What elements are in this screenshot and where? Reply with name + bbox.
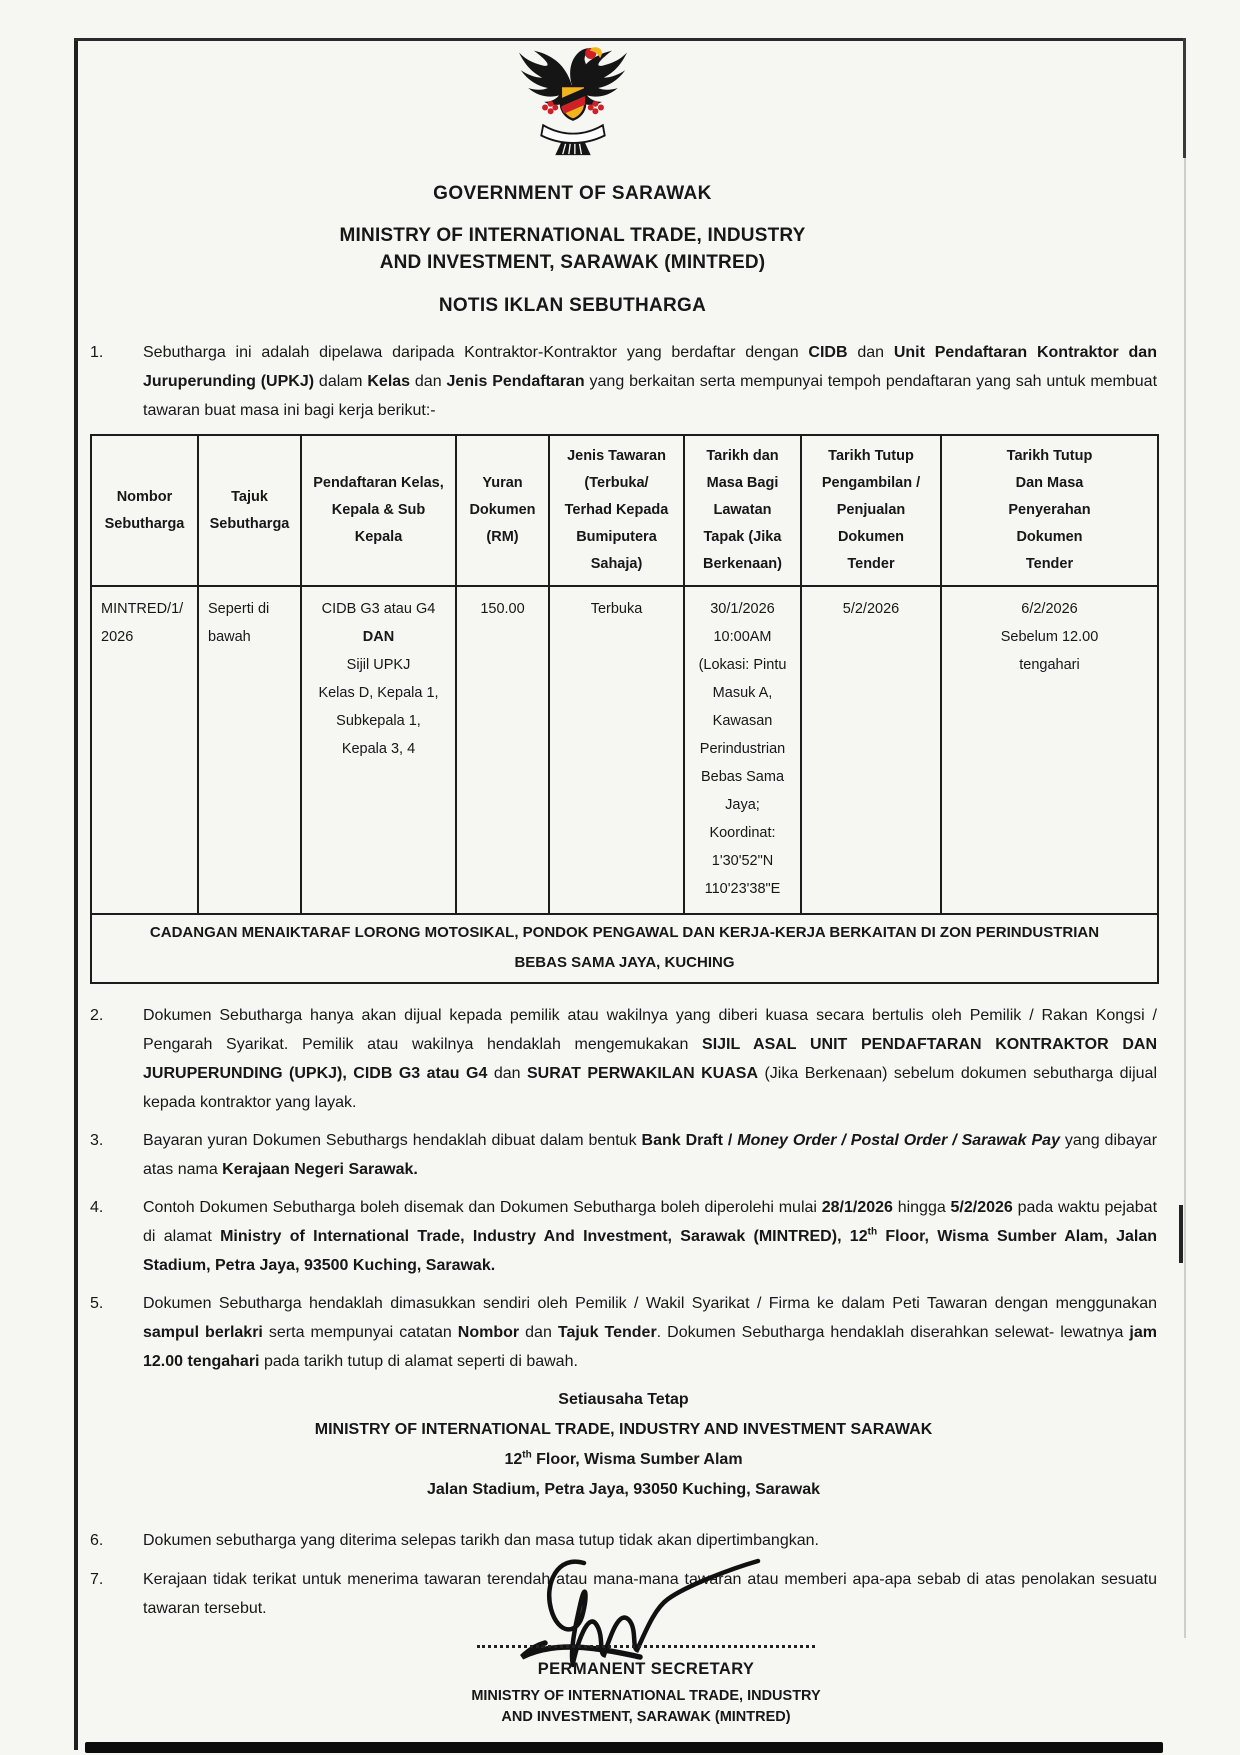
paragraph-2-text: Dokumen Sebutharga hanya akan dijual kepada pemilik atau wakilnya yang diberi kuasa secara bertulis oleh Pemilik / Rakan Kongsi / Pengarah Syarikat. Pemilik atau wakilnya hendaklah mengemukakan SIJIL ASAL UNIT PENDAFTARAN KONTRAKTOR DAN JURUPERUNDING (UPKJ), CIDB G3 atau G4 dan SURAT PERWAKILAN KUASA (Jika Berkenaan) sebelum dokumen sebutharga dijual kepada kontraktor yang layak. xyxy=(143,1007,1158,1111)
ministry-title xyxy=(90,222,1055,276)
paragraph-6 xyxy=(90,1526,1157,1555)
paragraph-5-text: Dokumen Sebutharga hendaklah dimasukkan sendiri oleh Pemilik / Wakil Syarikat / Firma ke dalam Peti Tawaran dengan menggunakan sampul berlakri serta mempunyai catatan Nombor dan Tajuk Tender. Dokumen Sebutharga hendaklah diserahkan selewat- lewatnya jam 12.00 tengahari pada tarikh tutup di alamat seperti di bawah. xyxy=(143,1295,1157,1370)
header-nombor-sebutharga: Nombor Sebutharga xyxy=(91,435,198,586)
paragraph-2 xyxy=(90,1001,1157,1117)
signatory-org-line1: MINISTRY OF INTERNATIONAL TRADE, INDUSTRY xyxy=(471,1688,821,1704)
closing-address: Setiausaha Tetap MINISTRY OF INTERNATIONAL TRADE, INDUSTRY AND INVESTMENT SARAWAK 12th Floor, Wisma Sumber Alam Jalan Stadium, Petra Jaya, 93050 Kuching, Sarawak xyxy=(314,1391,933,1498)
paragraph-5-number: 5. xyxy=(90,1295,104,1312)
tender-table xyxy=(90,434,1159,984)
government-title: GOVERNMENT OF SARAWAK xyxy=(433,183,712,204)
paragraph-7-number: 7. xyxy=(90,1571,104,1588)
cell-tajuk: Seperti di bawah xyxy=(198,586,301,914)
header-jenis-tawaran: Jenis Tawaran (Terbuka/ Terhad Kepada Bumiputera Sahaja) xyxy=(549,435,684,586)
scan-frame-left xyxy=(74,38,78,1750)
paragraph-3-number: 3. xyxy=(90,1132,104,1149)
cell-tutup-penyerahan: 6/2/2026 Sebelum 12.00 tengahari xyxy=(941,586,1158,914)
document-page xyxy=(90,40,1157,1623)
paragraph-7-text: Kerajaan tidak terikat untuk menerima tawaran terendah atau mana-mana tawaran atau memberi apa-apa sebab di atas penolakan sesuatu tawaran tersebut. xyxy=(143,1571,1157,1617)
signatory-title: PERMANENT SECRETARY xyxy=(537,1660,755,1678)
paragraph-1-number: 1. xyxy=(90,344,104,361)
signature-scribble xyxy=(488,1553,818,1673)
paragraph-4-text: Contoh Dokumen Sebutharga boleh disemak dan Dokumen Sebutharga boleh diperolehi mulai 28/1/2026 hingga 5/2/2026 pada waktu pejabat di alamat Ministry of International Trade, Industry And Investment, Sarawak (MINTRED), 12th Floor, Wisma Sumber Alam, Jalan Stadium, Petra Jaya, 93500 Kuching, Sarawak. xyxy=(143,1199,1158,1274)
scan-frame-right xyxy=(1183,38,1186,158)
header-tutup-pengambilan: Tarikh Tutup Pengambilan / Penjualan Dokumen Tender xyxy=(801,435,941,586)
paragraph-3-text: Bayaran yuran Dokumen Sebuthargs hendaklah dibuat dalam bentuk Bank Draft / Money Order / Postal Order / Sarawak Pay yang dibayar atas nama Kerajaan Negeri Sarawak. xyxy=(143,1132,1158,1178)
project-title: CADANGAN MENAIKTARAF LORONG MOTOSIKAL, PONDOK PENGAWAL DAN KERJA-KERJA BERKAITAN DI ZON PERINDUSTRIAN BEBAS SAMA JAYA, KUCHING xyxy=(91,914,1158,983)
paragraph-6-text: Dokumen sebutharga yang diterima selepas tarikh dan masa tutup tidak akan dipertimbangkan. xyxy=(143,1532,819,1549)
paragraph-6-number: 6. xyxy=(90,1532,104,1549)
paragraph-2-number: 2. xyxy=(90,1007,104,1024)
tender-row xyxy=(91,586,1158,914)
paragraph-1-text: Sebutharga ini adalah dipelawa daripada Kontraktor-Kontraktor yang berdaftar dengan CIDB dan Unit Pendaftaran Kontraktor dan Juruperunding (UPKJ) dalam Kelas dan Jenis Pendaftaran yang berkaitan serta mempunyai tempoh pendaftaran yang sah untuk membuat tawaran buat masa ini bagi kerja berikut:- xyxy=(143,344,1158,419)
ministry-title-line1: MINISTRY OF INTERNATIONAL TRADE, INDUSTRY xyxy=(339,225,806,246)
table-header-row xyxy=(91,435,1158,586)
sarawak-coat-of-arms-icon xyxy=(90,46,1055,161)
paragraph-4 xyxy=(90,1193,1157,1280)
ministry-title-line2: AND INVESTMENT, SARAWAK (MINTRED) xyxy=(379,252,766,273)
project-title-row xyxy=(91,914,1158,983)
cell-pendaftaran: CIDB G3 atau G4 DAN Sijil UPKJ Kelas D, Kepala 1, Subkepala 1, Kepala 3, 4 xyxy=(301,586,456,914)
cell-yuran: 150.00 xyxy=(456,586,549,914)
header-lawatan-tapak: Tarikh dan Masa Bagi Lawatan Tapak (Jika Berkenaan) xyxy=(684,435,801,586)
scan-bottom-bar xyxy=(85,1742,1163,1753)
header-tutup-penyerahan: Tarikh Tutup Dan Masa Penyerahan Dokumen Tender xyxy=(941,435,1158,586)
header-pendaftaran-kelas: Pendaftaran Kelas, Kepala & Sub Kepala xyxy=(301,435,456,586)
signature-dotted-line xyxy=(477,1645,815,1648)
cell-lawatan-tapak: 30/1/2026 10:00AM (Lokasi: Pintu Masuk A, Kawasan Perindustrian Bebas Sama Jaya; Koordinat: 1'30'52"N 110'23'38"E xyxy=(684,586,801,914)
header-tajuk-sebutharga: Tajuk Sebutharga xyxy=(198,435,301,586)
header-yuran-dokumen: Yuran Dokumen (RM) xyxy=(456,435,549,586)
paragraph-4-number: 4. xyxy=(90,1199,104,1216)
signatory-organisation xyxy=(435,1686,857,1728)
cell-tutup-pengambilan: 5/2/2026 xyxy=(801,586,941,914)
document-header xyxy=(90,46,1157,317)
notice-title: NOTIS IKLAN SEBUTHARGA xyxy=(438,295,707,316)
scan-edge-mark xyxy=(1179,1205,1183,1263)
cell-jenis-tawaran: Terbuka xyxy=(549,586,684,914)
paragraph-3 xyxy=(90,1126,1157,1184)
signatory-org-line2: AND INVESTMENT, SARAWAK (MINTRED) xyxy=(501,1709,791,1725)
paragraph-5 xyxy=(90,1289,1157,1376)
cell-nombor: MINTRED/1/ 2026 xyxy=(91,586,198,914)
paragraph-1 xyxy=(90,338,1157,425)
scan-frame-right-faint xyxy=(1184,158,1186,1638)
